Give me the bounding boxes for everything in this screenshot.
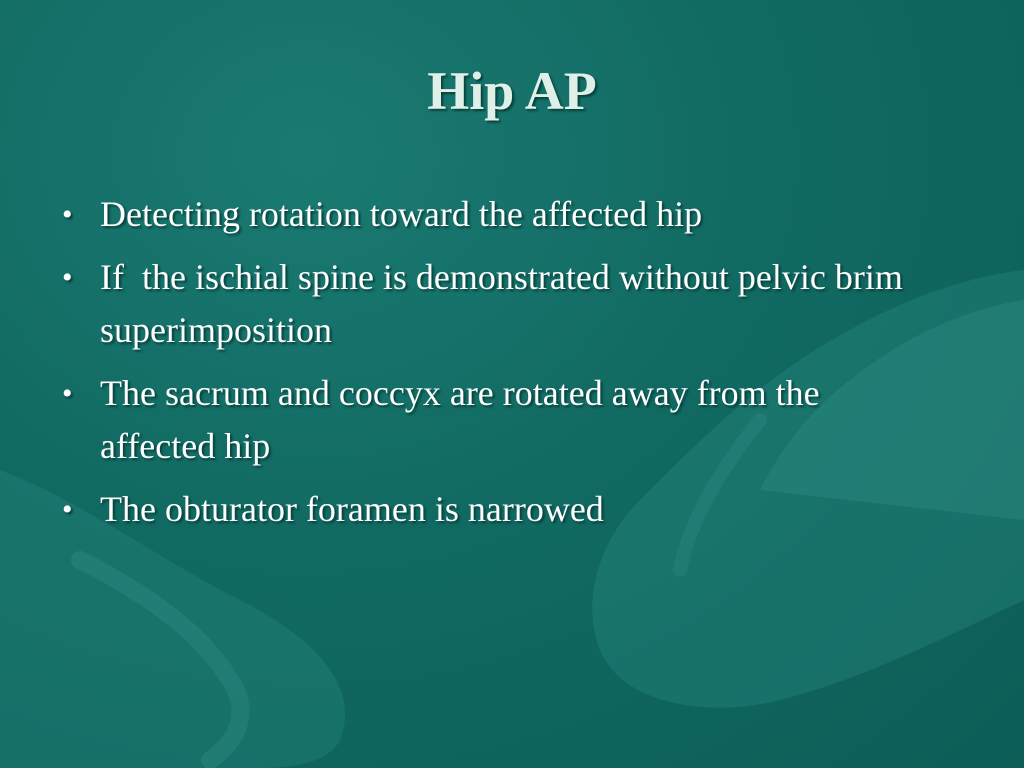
bullet-text: If the ischial spine is demonstrated without pelvic brim superimposition (100, 257, 912, 350)
bullet-item (60, 188, 940, 241)
bullet-item (60, 367, 940, 473)
bullet-item (60, 483, 940, 536)
bullet-icon: • (62, 198, 73, 231)
bullet-icon: • (62, 377, 73, 410)
bullet-item (60, 251, 940, 357)
bullet-icon: • (62, 261, 73, 294)
bullet-text: The obturator foramen is narrowed (100, 489, 604, 529)
bullet-list (60, 188, 940, 546)
bullet-text: Detecting rotation toward the affected hip (100, 194, 703, 234)
bullet-icon: • (62, 493, 73, 526)
bullet-text: The sacrum and coccyx are rotated away from the affected hip (100, 373, 820, 466)
slide-title: Hip AP (427, 61, 597, 121)
